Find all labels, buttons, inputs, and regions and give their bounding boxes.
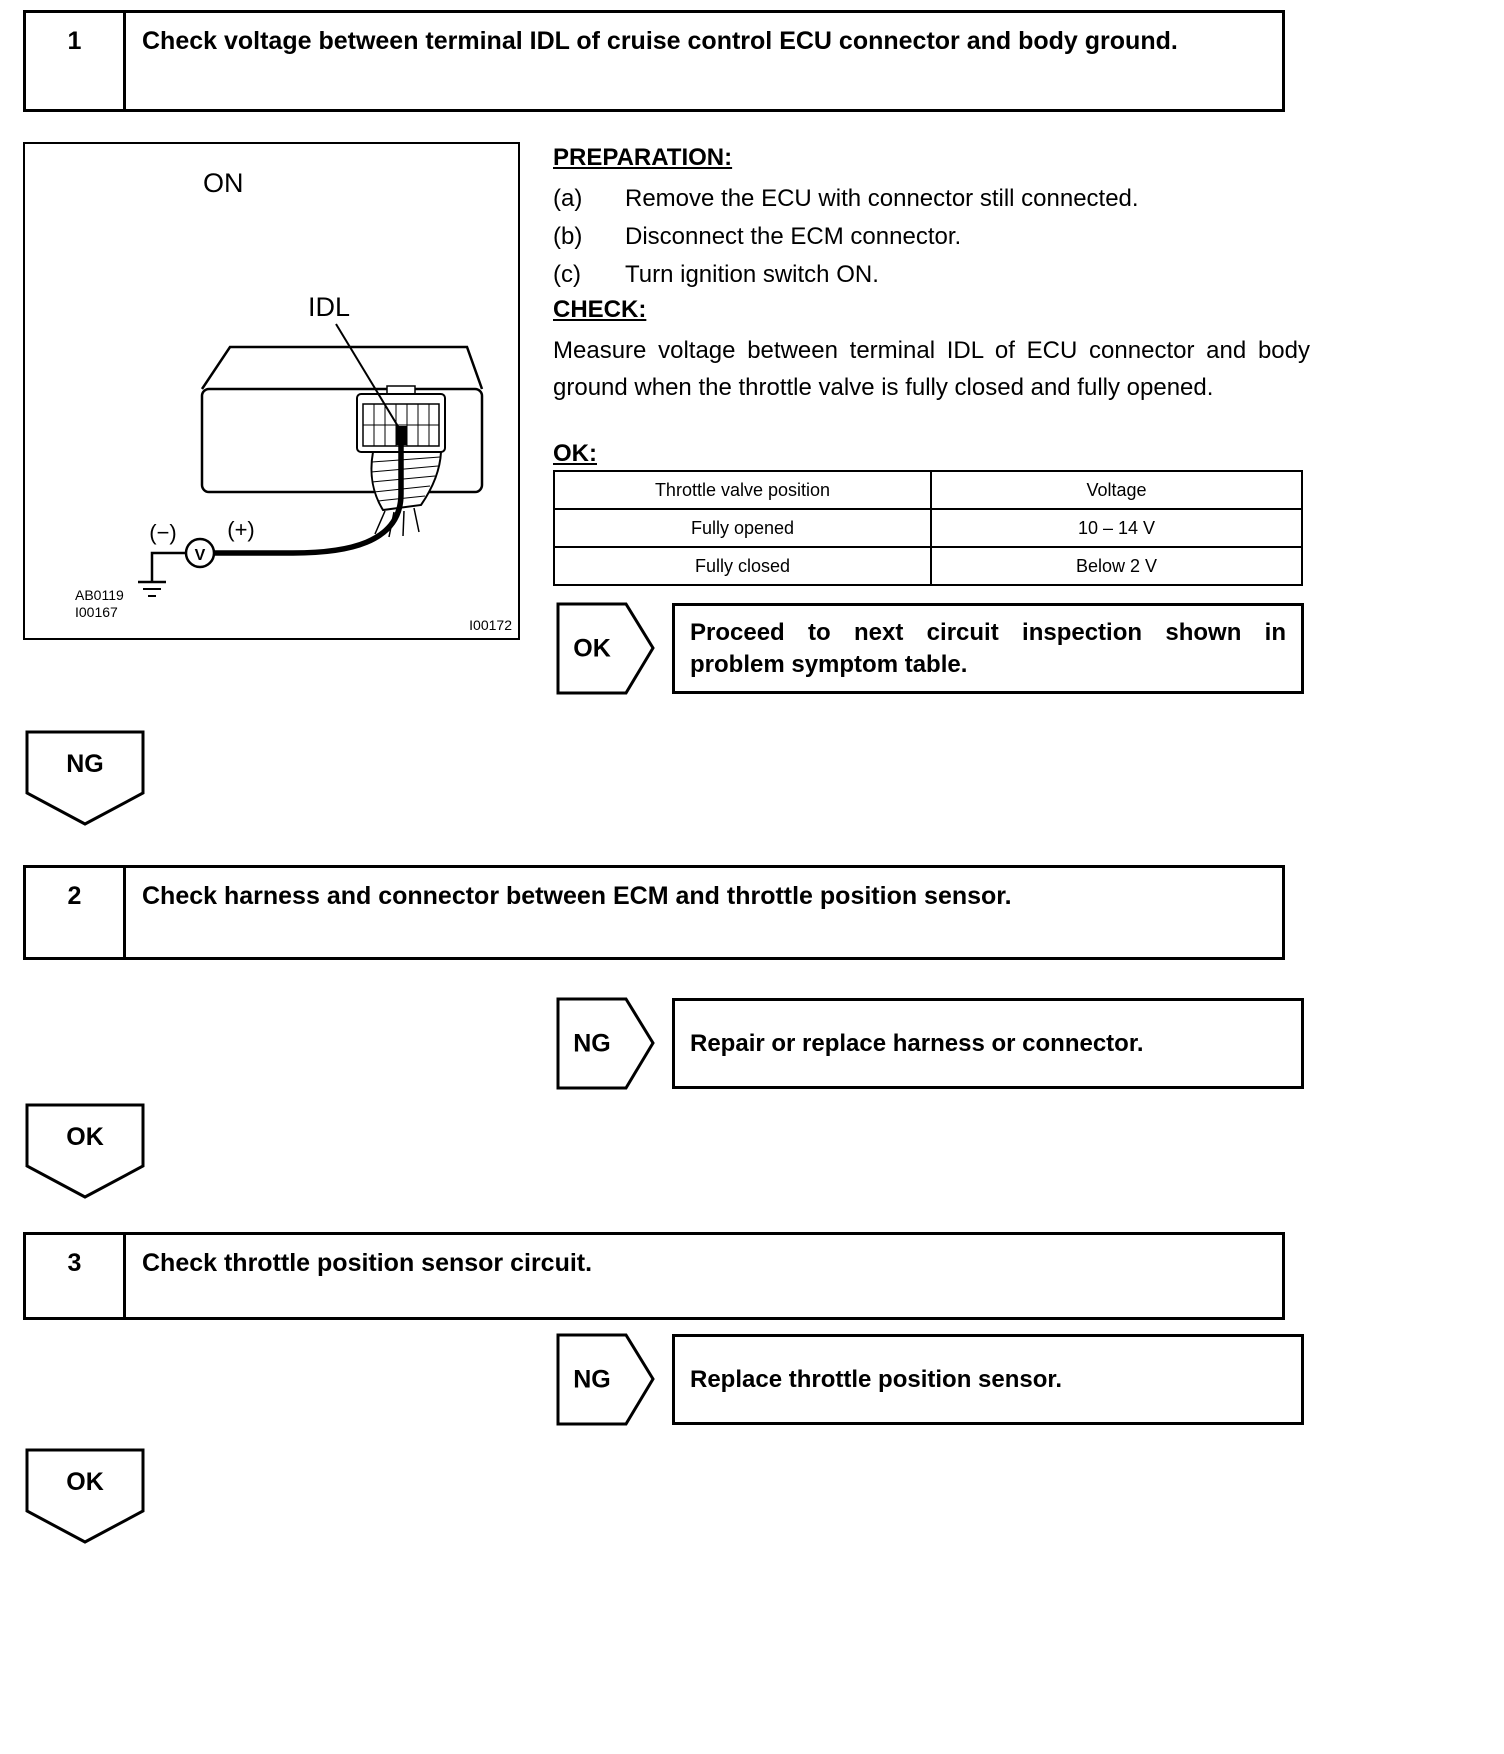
result-text: Repair or replace harness or connector. [690, 1029, 1144, 1057]
step-1-ok-branch [556, 602, 1304, 695]
list-item-text: Disconnect the ECM connector. [625, 223, 962, 250]
ng-arrow-right-icon [556, 1333, 656, 1426]
step-1-number: 1 [26, 13, 126, 109]
step-2-number: 2 [26, 868, 126, 957]
ground-lead [152, 553, 186, 582]
ng-arrow-right-icon [556, 997, 656, 1090]
result-text: Proceed to next circuit inspection shown in problem symptom table. [690, 618, 1286, 678]
list-item-text: Turn ignition switch ON. [625, 261, 879, 288]
table-cell: 10 – 14 V [931, 509, 1302, 547]
list-item-label: (c) [553, 261, 581, 288]
list-item [553, 180, 1310, 218]
ground-icon [138, 582, 166, 596]
table-row [554, 509, 1302, 547]
figure-on-label: ON [203, 168, 244, 198]
table-cell: Fully closed [554, 547, 931, 585]
table-header-cell: Voltage [931, 471, 1302, 509]
ecu-figure [23, 142, 520, 640]
table-header-row [554, 471, 1302, 509]
step-2-box [23, 865, 1285, 960]
voltage-spec-table [553, 470, 1303, 586]
list-item-label: (a) [553, 185, 583, 212]
step-1-title: Check voltage between terminal IDL of cruise control ECU connector and body ground. [142, 27, 1178, 55]
branch-label: OK [66, 1123, 104, 1151]
figure-idl-label: IDL [308, 292, 351, 322]
voltmeter-letter: V [194, 547, 206, 564]
result-box [672, 603, 1304, 694]
ok-arrow-right-icon [556, 602, 656, 695]
table-row [554, 547, 1302, 585]
positive-probe-label: (+) [227, 517, 255, 542]
preparation-heading: PREPARATION: [553, 144, 733, 171]
list-item-label: (b) [553, 223, 583, 250]
branch-label: NG [66, 750, 104, 778]
step-2-ng-branch [556, 997, 1304, 1090]
negative-probe-label: (−) [149, 520, 177, 545]
preparation-list [553, 180, 1310, 294]
check-paragraph: Measure voltage between terminal IDL of ECU connector and body ground when the throttle valve is fully closed and fully opened. [553, 337, 1310, 401]
table-cell: Below 2 V [931, 547, 1302, 585]
result-box [672, 998, 1304, 1089]
figure-ref-code-3: I00172 [469, 617, 512, 633]
ng-arrow-down-icon [25, 730, 145, 828]
ecu-figure-drawing [25, 144, 518, 638]
result-box [672, 1334, 1304, 1425]
ok-heading: OK: [553, 440, 597, 467]
branch-label: NG [573, 1029, 611, 1057]
step-3-box [23, 1232, 1285, 1320]
branch-label: NG [573, 1365, 611, 1393]
step-2-title: Check harness and connector between ECM and throttle position sensor. [142, 882, 1012, 910]
step-3-title: Check throttle position sensor circuit. [142, 1249, 593, 1277]
list-item [553, 218, 1310, 256]
list-item [553, 256, 1310, 294]
result-text: Replace throttle position sensor. [690, 1365, 1063, 1393]
step-3-number: 3 [26, 1235, 126, 1317]
ecu-top-face [202, 347, 482, 389]
table-header-cell: Throttle valve position [554, 471, 931, 509]
figure-ref-code-1: AB0119 [75, 587, 124, 603]
check-heading: CHECK: [553, 296, 647, 323]
ok-arrow-down-icon [25, 1448, 145, 1546]
step-3-ng-branch [556, 1333, 1304, 1426]
ok-arrow-down-icon [25, 1103, 145, 1201]
figure-ref-code-2: I00167 [75, 604, 118, 620]
branch-label: OK [66, 1468, 104, 1496]
table-cell: Fully opened [554, 509, 931, 547]
step-1-box [23, 10, 1285, 112]
list-item-text: Remove the ECU with connector still connected. [625, 185, 1139, 212]
branch-label: OK [573, 634, 611, 662]
